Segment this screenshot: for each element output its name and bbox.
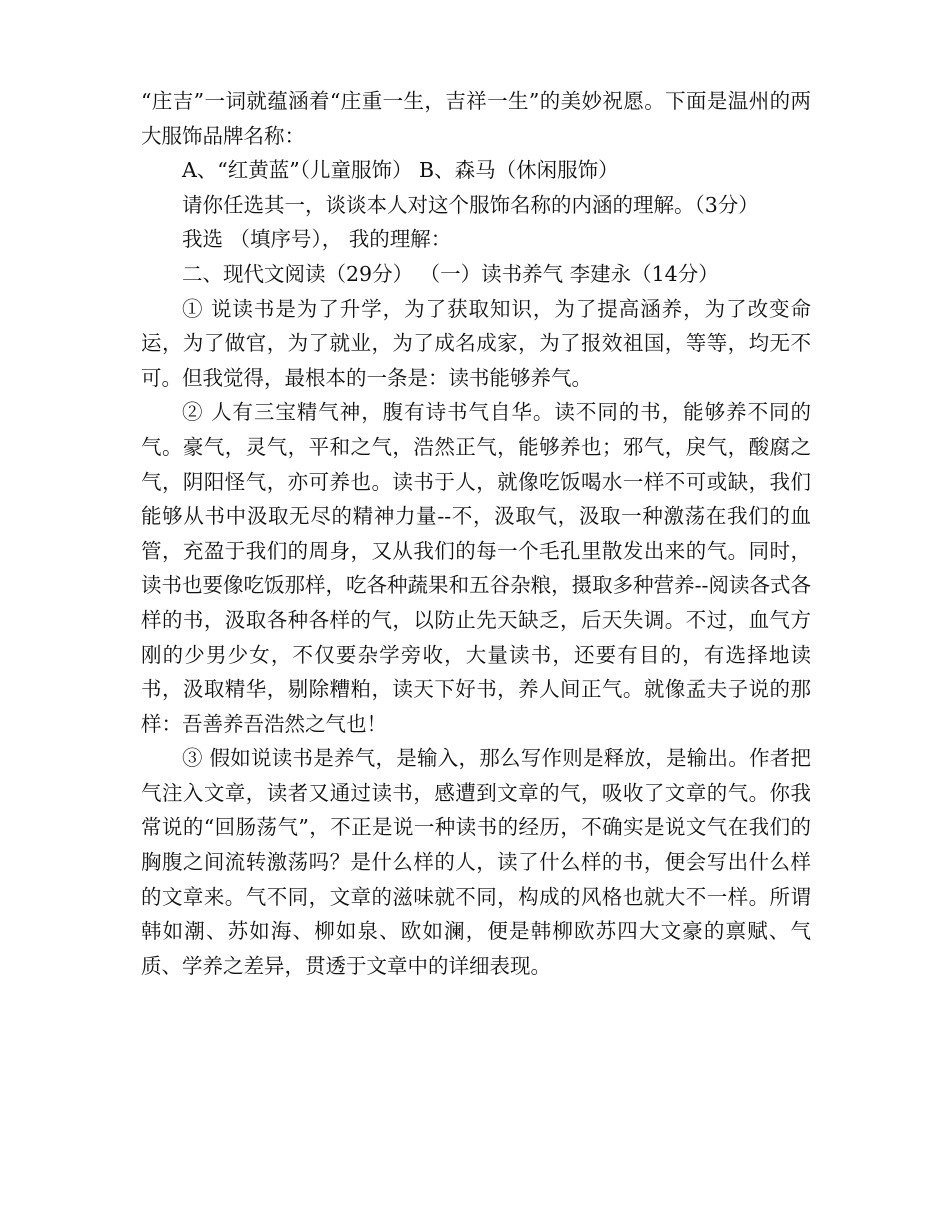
- section-heading: 二、现代文阅读（29分） （一）读书养气 李建永（14分）: [182, 261, 719, 286]
- paragraph-brand-options: A、“红黄蓝”（儿童服饰） B、森马（休闲服饰）: [182, 158, 619, 183]
- paragraph-question: 请你任选其一，谈谈本人对这个服饰名称的内涵的理解。（3分）: [182, 192, 759, 217]
- document-body: [141, 84, 811, 983]
- paragraph-3: ③ 假如说读书是养气，是输入，那么写作则是释放，是输出。作者把气注入文章，读者又通过读书，感遭到文章的气，吸收了文章的气。你我常说的“回肠荡气”，不正是说一种读书的经历，不确实是说文气在我们的胸腹之间流转激荡吗？是什么样的人，读了什么样的书，便会写出什么样的文章来。气不同，文章的滋味就不同，构成的风格也就大不一样。所谓韩如潮、苏如海、柳如泉、欧如澜，便是韩柳欧苏四大文豪的禀赋、气质、学养之差异，贯透于文章中的详细表现。: [141, 746, 811, 978]
- paragraph-2: ② 人有三宝精气神，腹有诗书气自华。读不同的书，能够养不同的气。豪气，灵气，平和之气，浩然正气，能够养也；邪气，戾气，酸腐之气，阴阳怪气，亦可养也。读书于人，就像吃饭喝水一样不可或缺，我们能够从书中汲取无尽的精神力量--不，汲取气，汲取一种激荡在我们的血管，充盈于我们的周身，又从我们的每一个毛孔里散发出来的气。同时，读书也要像吃饭那样，吃各种蔬果和五谷杂粮，摄取多种营养--阅读各式各样的书，汲取各种各样的气，以防止先天缺乏，后天失调。不过，血气方刚的少男少女，不仅要杂学旁收，大量读书，还要有目的，有选择地读书，汲取精华，剔除糟粕，读天下好书，养人间正气。就像孟夫子说的那样：吾善养吾浩然之气也！: [141, 400, 811, 736]
- paragraph-1: ① 说读书是为了升学，为了获取知识，为了提高涵养，为了改变命运，为了做官，为了就业，为了成名成家，为了报效祖国，等等，均无不可。但我觉得，最根本的一条是：读书能够养气。: [141, 296, 811, 390]
- paragraph-intro: “庄吉”一词就蕴涵着“庄重一生，吉祥一生”的美妙祝愿。下面是温州的两大服饰品牌名称：: [141, 89, 811, 148]
- paragraph-answer-prompt: 我选 （填序号）， 我的理解：: [182, 227, 452, 252]
